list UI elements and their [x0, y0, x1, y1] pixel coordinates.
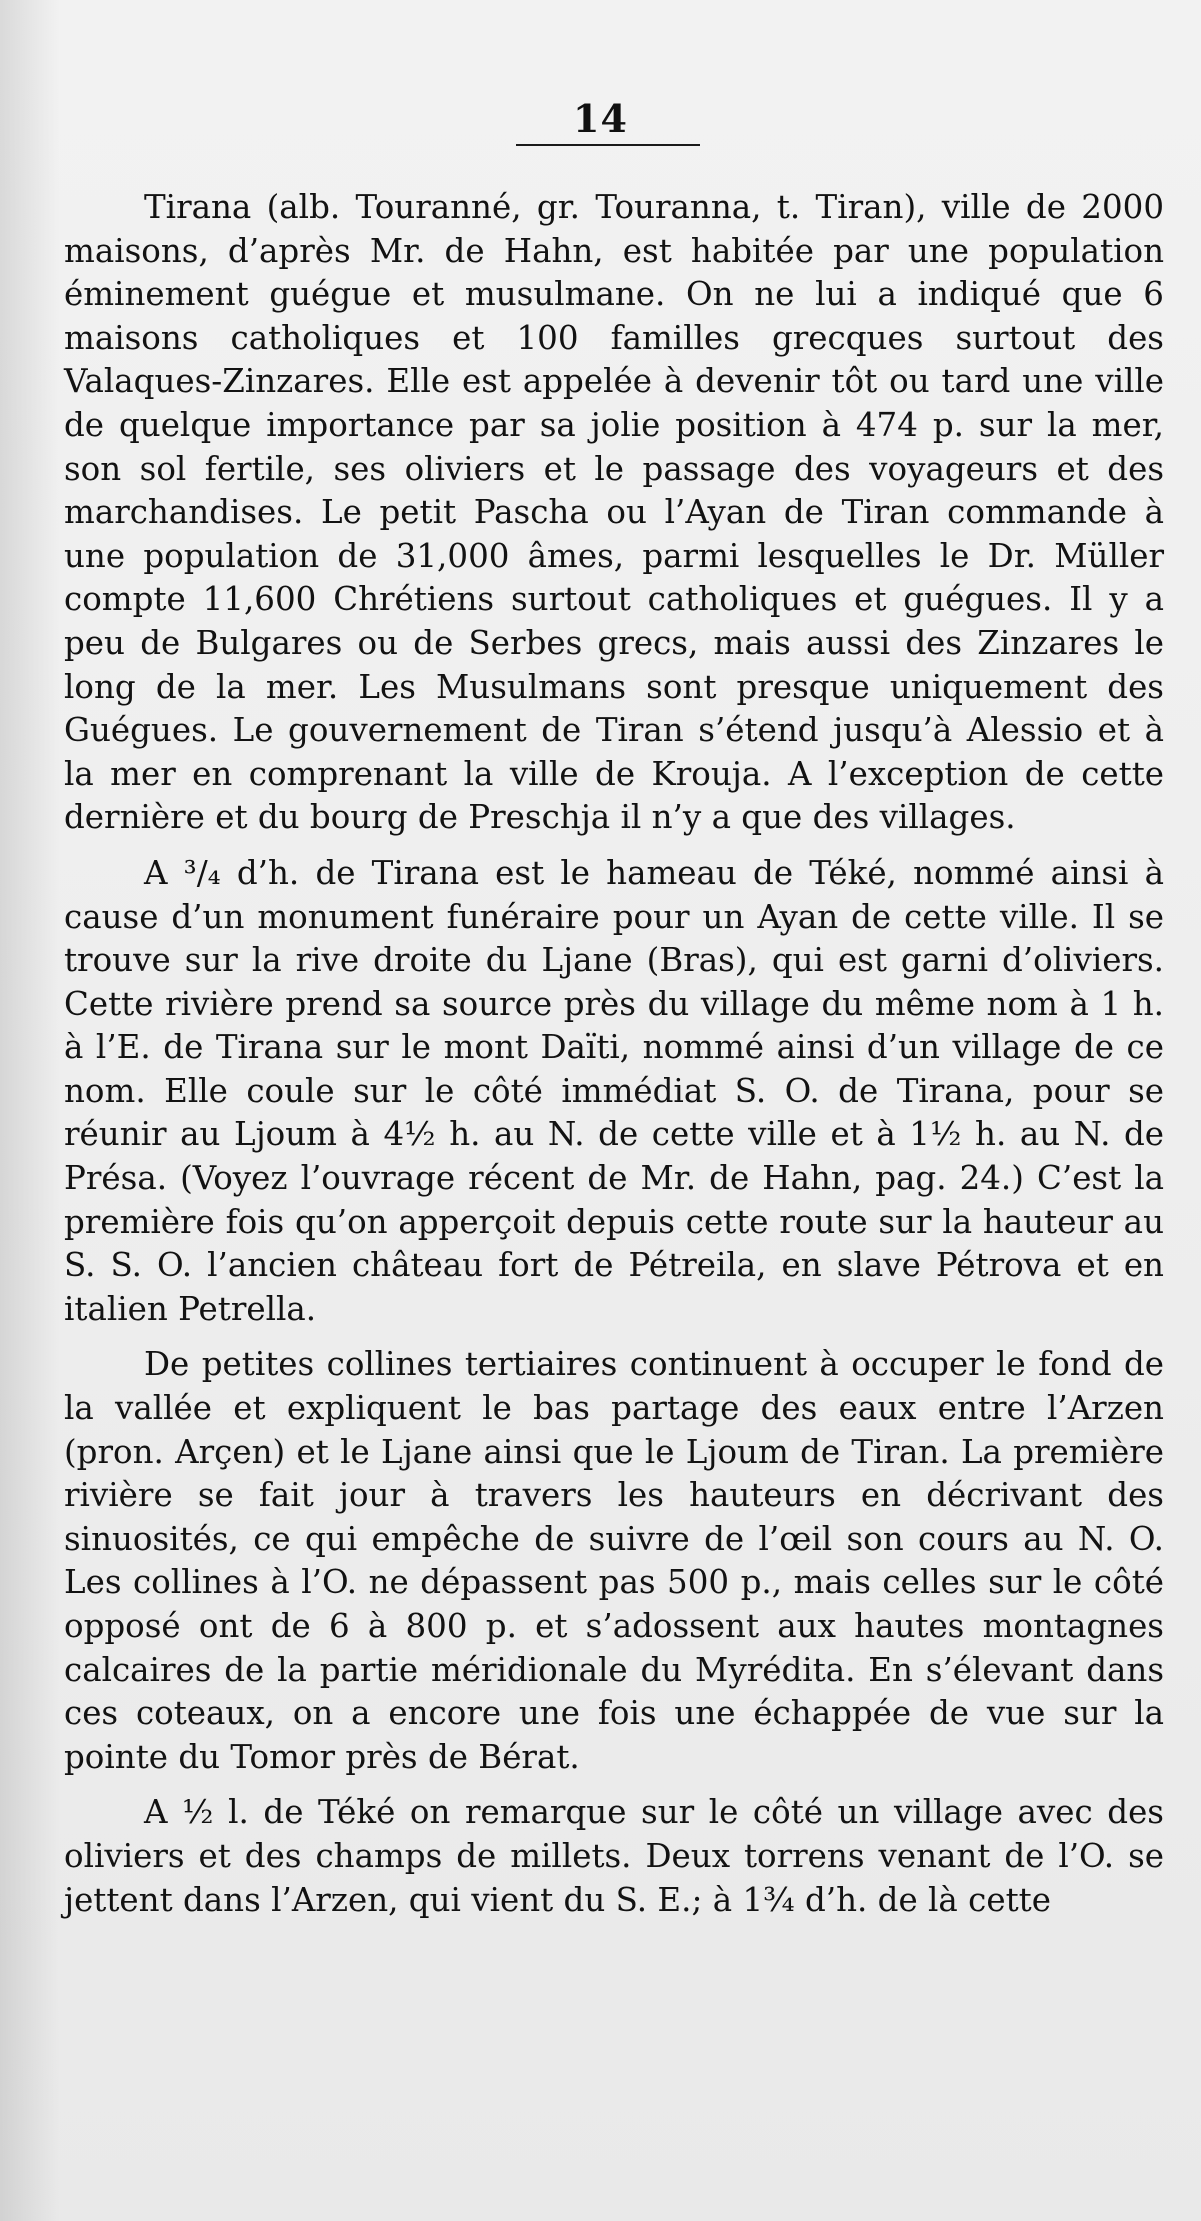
- paragraph-teke: A ³/₄ d’h. de Tirana est le hameau de Téké, nommé ainsi à cause d’un monument funéraire pour un Ayan de cette ville. Il se trouve sur la rive droite du Ljane (Bras), qui est garni d’oliviers. Cette rivière prend sa source près du village du même nom à 1 h. à l’E. de Tirana sur le mont Daïti, nommé ainsi d’un village de ce nom. Elle coule sur le côté immédiat S. O. de Tirana, pour se réunir au Ljoum à 4½ h. au N. de cette ville et à 1½ h. au N. de Présa. (Voyez l’ouvrage récent de Mr. de Hahn, pag. 24.) C’est la première fois qu’on apperçoit depuis cette route sur la hauteur au S. S. O. l’ancien château fort de Pétreila, en slave Pétrova et en italien Petrella.: [64, 853, 1164, 1328]
- paragraph-village: A ½ l. de Téké on remarque sur le côté un village avec des oliviers et des champs de millets. Deux torrens venant de l’O. se jettent dans l’Arzen, qui vient du S. E.; à 1¾ d’h. de là cette: [64, 1793, 1164, 1919]
- paragraph-collines: De petites collines tertiaires continuent à occuper le fond de la vallée et expliquent le bas partage des eaux entre l’Arzen (pron. Arçen) et le Ljane ainsi que le Ljoum de Tiran. La première rivière se fait jour à travers les hauteurs en décrivant des sinuosités, ce qui empêche de suivre de l’œil son cours au N. O. Les collines à l’O. ne dépassent pas 500 p., mais celles sur le côté opposé ont de 6 à 800 p. et s’adossent aux hautes montagnes calcaires de la partie méridionale du Myrédita. En s’élevant dans ces coteaux, on a encore une fois une échappée de vue sur la pointe du Tomor près de Bérat.: [64, 1345, 1164, 1776]
- body-text: [64, 186, 1164, 1934]
- paragraph-tirana: Tirana (alb. Touranné, gr. Touranna, t. Tiran), ville de 2000 maisons, d’après Mr. de Hahn, est habitée par une population éminement guégue et musulmane. On ne lui a indiqué que 6 maisons catholiques et 100 familles grecques surtout des Valaques-Zinzares. Elle est appelée à devenir tôt ou tard une ville de quelque importance par sa jolie position à 474 p. sur la mer, son sol fertile, ses oliviers et le passage des voyageurs et des marchandises. Le petit Pascha ou l’Ayan de Tiran commande à une population de 31,000 âmes, parmi lesquelles le Dr. Müller compte 11,600 Chrétiens surtout catholiques et guégues. Il y a peu de Bulgares ou de Serbes grecs, mais aussi des Zinzares le long de la mer. Les Musulmans sont presque uniquement des Guégues. Le gouvernement de Tiran s’étend jusqu’à Alessio et à la mer en comprenant la ville de Krouja. A l’exception de cette dernière et du bourg de Preschja il n’y a que des villages.: [64, 188, 1164, 837]
- header-rule: [516, 144, 700, 146]
- page-number: 14: [573, 96, 628, 141]
